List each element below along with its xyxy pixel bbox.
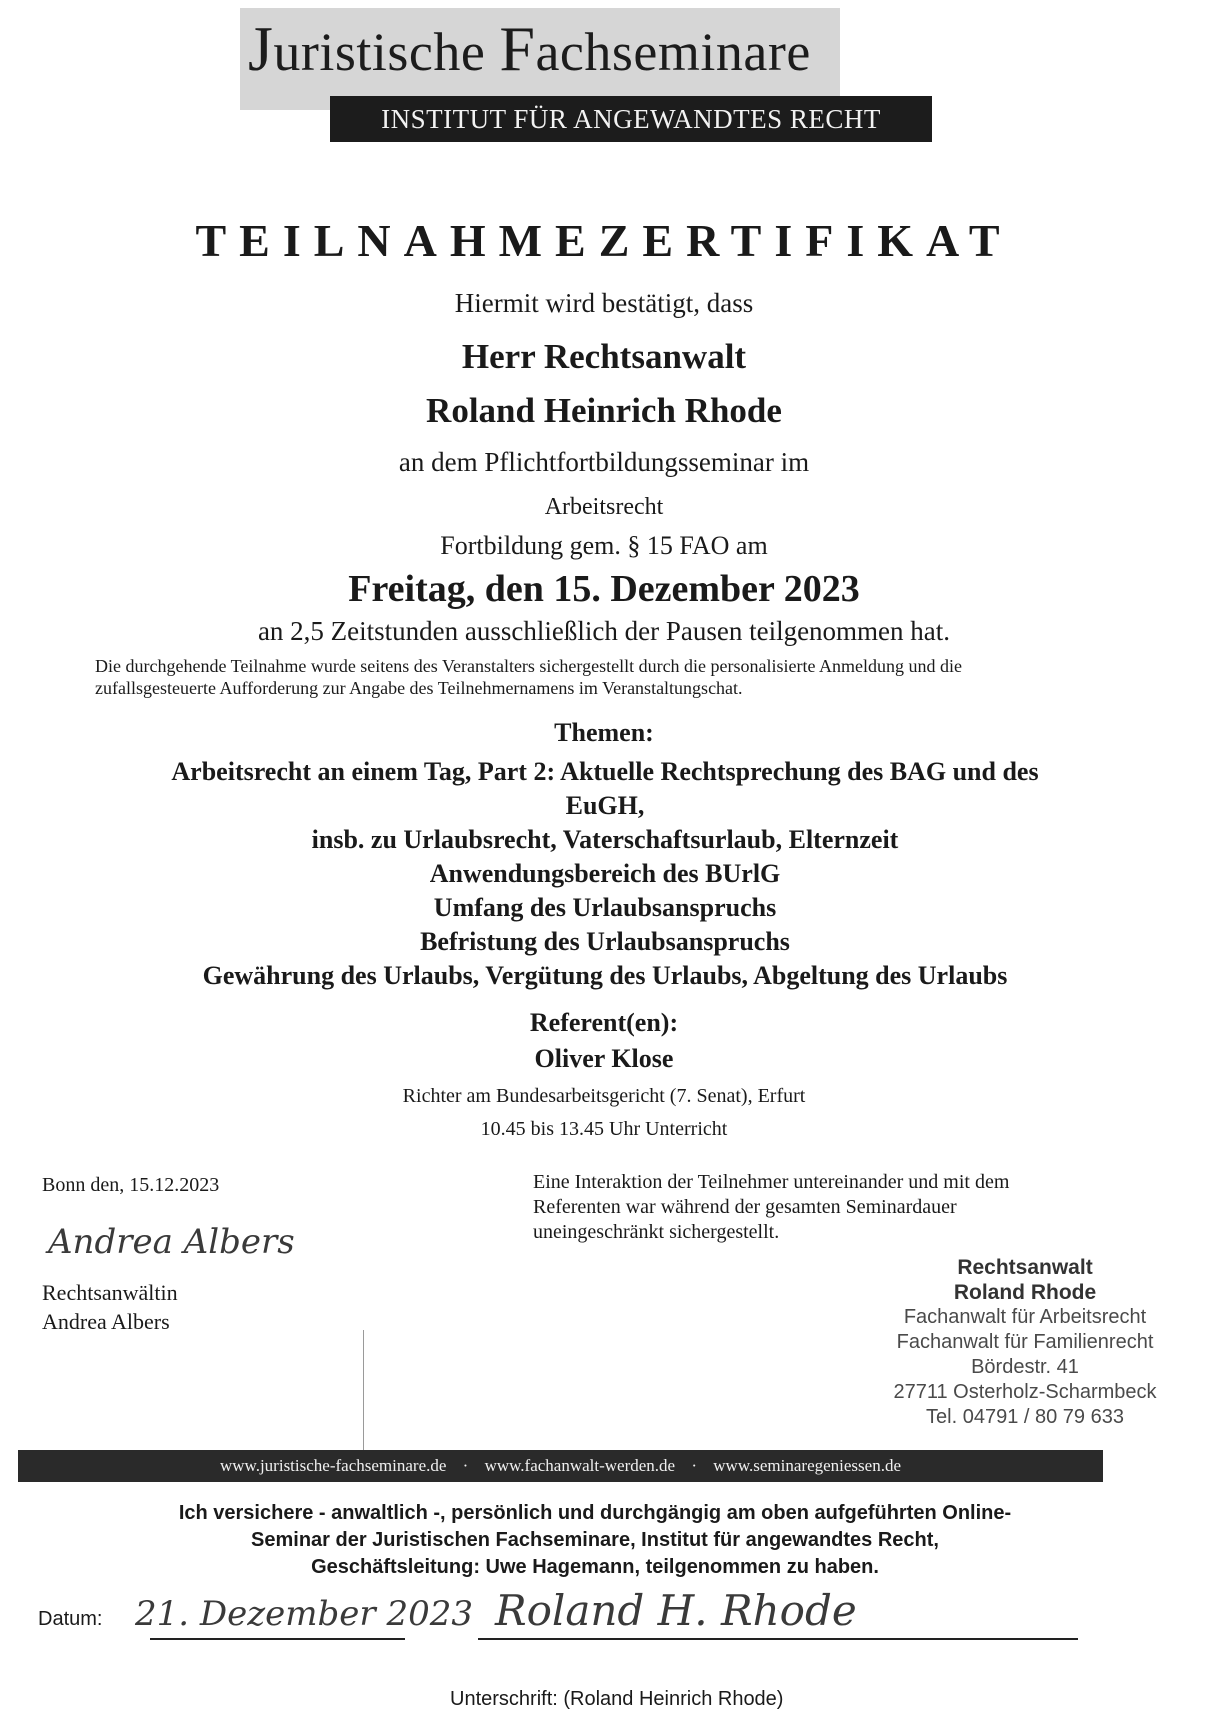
- lesson-time: 10.45 bis 13.45 Uhr Unterricht: [480, 1118, 728, 1140]
- participant-name: Roland Heinrich Rhode: [426, 391, 782, 430]
- issuer-signature: Andrea Albers: [48, 1222, 295, 1262]
- participation-note-line: zufallsgesteuerte Aufforderung zur Angabe des Teilnehmernamens im Veranstaltungschat.: [95, 678, 743, 698]
- footer-link-seminare[interactable]: www.seminaregeniessen.de: [713, 1456, 902, 1475]
- stamp-line: 27711 Osterholz-Scharmbeck: [893, 1381, 1157, 1403]
- certificate-title: TEILNAHMEZERTIFIKAT: [195, 215, 1013, 266]
- declaration-line: Seminar der Juristischen Fachseminare, Institut für angewandtes Recht,: [251, 1529, 939, 1551]
- interaction-note-line: Eine Interaktion der Teilnehmer untereinander und mit dem: [533, 1171, 1010, 1193]
- speaker-position: Richter am Bundesarbeitsgericht (7. Senat), Erfurt: [402, 1085, 806, 1107]
- declaration: [40, 1500, 1150, 1581]
- declaration-line: Geschäftsleitung: Uwe Hagemann, teilgenommen zu haben.: [311, 1556, 879, 1578]
- footer-separator: ·: [462, 1456, 469, 1475]
- interaction-note: [533, 1170, 1093, 1245]
- organization-logo: [248, 12, 811, 86]
- institute-banner: INSTITUT FÜR ANGEWANDTES RECHT: [330, 96, 932, 142]
- interaction-note-line: uneingeschränkt sichergestellt.: [533, 1221, 780, 1243]
- hours-line: an 2,5 Zeitstunden ausschließlich der Pausen teilgenommen hat.: [257, 616, 951, 646]
- seminar-field: Arbeitsrecht: [544, 494, 664, 520]
- footer-link-fachanwalt[interactable]: www.fachanwalt-werden.de: [484, 1456, 676, 1475]
- signature-underline: [478, 1638, 1078, 1640]
- declaration-line: Ich versichere - anwaltlich -, persönlich und durchgängig am oben aufgeführten Online-: [178, 1502, 1012, 1524]
- lawyer-stamp: [880, 1255, 1170, 1430]
- topics-list: [80, 755, 1130, 993]
- footer-links-bar: [18, 1450, 1103, 1482]
- topic-line: Befristung des Urlaubsanspruchs: [420, 927, 790, 956]
- place-date: Bonn den, 15.12.2023: [42, 1174, 220, 1196]
- stamp-line: Tel. 04791 / 80 79 633: [926, 1406, 1124, 1428]
- seminar-date: Freitag, den 15. Dezember 2023: [348, 568, 860, 610]
- topic-line: Gewährung des Urlaubs, Vergütung des Urlaubs, Abgeltung des Urlaubs: [202, 961, 1008, 990]
- topic-line: insb. zu Urlaubsrecht, Vaterschaftsurlaub, Elternzeit: [311, 825, 899, 854]
- seminar-basis: Fortbildung gem. § 15 FAO am: [440, 531, 768, 560]
- stamp-line: Fachanwalt für Familienrecht: [896, 1331, 1154, 1353]
- org-first-cap: J: [248, 13, 274, 84]
- stamp-line: Roland Rhode: [953, 1281, 1097, 1304]
- org-second-cap: F: [499, 13, 536, 84]
- topic-line: Umfang des Urlaubsanspruchs: [433, 893, 777, 922]
- interaction-note-line: Referenten war während der gesamten Seminardauer: [533, 1196, 957, 1218]
- signature-label: Unterschrift: (Roland Heinrich Rhode): [450, 1688, 784, 1710]
- footer-link-juristische[interactable]: www.juristische-fachseminare.de: [219, 1456, 447, 1475]
- issuer-name: Andrea Albers: [42, 1309, 170, 1334]
- topics-heading: Themen:: [554, 718, 654, 747]
- topic-line: EuGH,: [565, 791, 645, 820]
- topic-line: Arbeitsrecht an einem Tag, Part 2: Aktuelle Rechtsprechung des BAG und des: [171, 757, 1039, 786]
- speaker-name: Oliver Klose: [534, 1044, 674, 1073]
- participation-note-line: Die durchgehende Teilnahme wurde seitens des Veranstalters sichergestellt durch die personalisierte Anmeldung und die: [95, 656, 962, 676]
- participant-signature: Roland H. Rhode: [495, 1586, 857, 1635]
- divider-line: [363, 1330, 364, 1458]
- salutation: Herr Rechtsanwalt: [461, 337, 747, 376]
- speaker-heading: Referent(en):: [529, 1008, 679, 1037]
- participation-note: [95, 655, 1125, 699]
- confirm-line: Hiermit wird bestätigt, dass: [454, 288, 754, 318]
- org-second-rest: achseminare: [535, 22, 811, 82]
- datum-label: Datum:: [38, 1608, 103, 1630]
- footer-separator: ·: [691, 1456, 698, 1475]
- seminar-intro: an dem Pflichtfortbildungsseminar im: [398, 447, 810, 477]
- stamp-line: Bördestr. 41: [971, 1356, 1079, 1378]
- datum-handwritten: 21. Dezember 2023: [135, 1594, 474, 1634]
- topic-line: Anwendungsbereich des BUrlG: [429, 859, 781, 888]
- datum-underline: [150, 1638, 405, 1640]
- stamp-line: Fachanwalt für Arbeitsrecht: [903, 1306, 1147, 1328]
- org-first-rest: uristische: [273, 22, 500, 82]
- issuer-role: Rechtsanwältin: [42, 1280, 178, 1305]
- stamp-line: Rechtsanwalt: [957, 1256, 1093, 1279]
